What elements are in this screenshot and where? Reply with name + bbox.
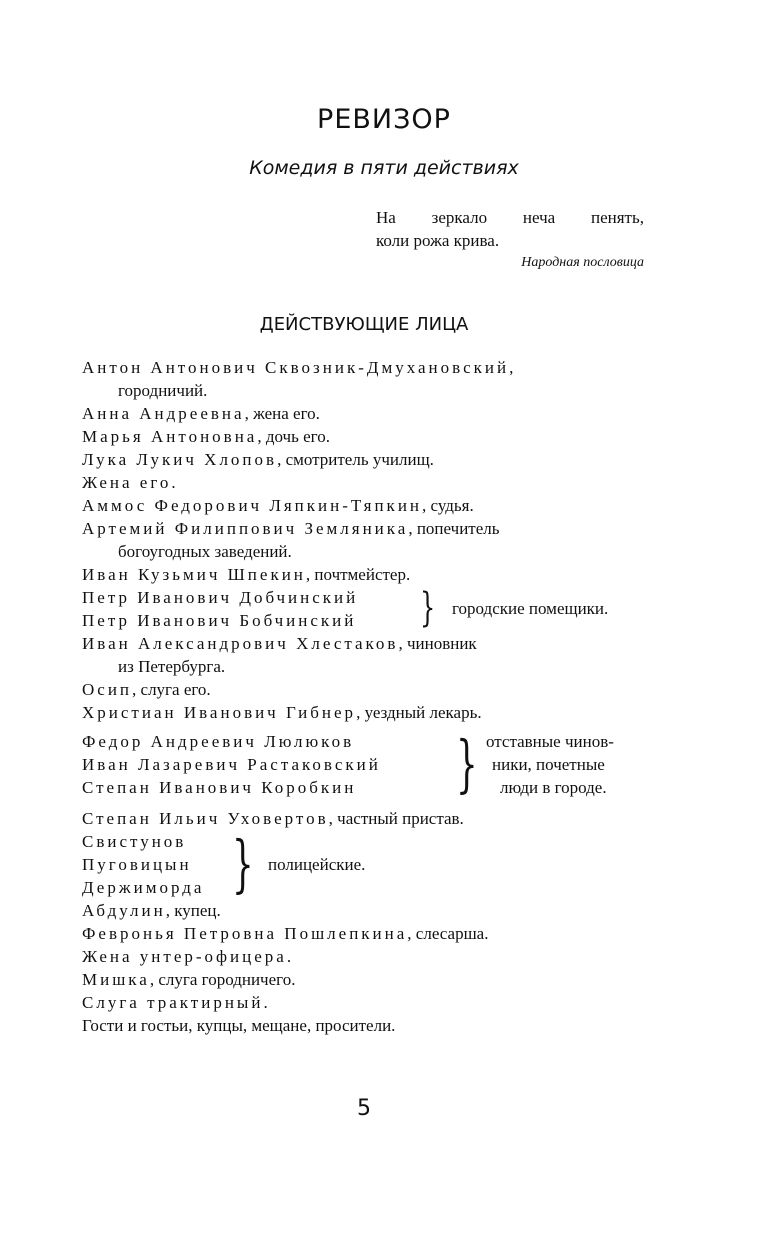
character-description: Гости и гостьи, купцы, мещане, просители. <box>82 1016 396 1035</box>
cast-group-retired-officials <box>82 727 652 800</box>
cast-entry <box>82 876 652 899</box>
character-description: , дочь его. <box>257 427 330 446</box>
group-description: полицейские. <box>268 855 366 874</box>
group-description-line: ники, почетные <box>492 755 605 774</box>
cast-entry <box>82 563 652 586</box>
play-title: РЕВИЗОР <box>317 104 451 135</box>
group-description: городские помещики. <box>452 599 609 618</box>
character-description: богоугодных заведений. <box>118 542 292 561</box>
page-number: 5 <box>357 1096 371 1121</box>
right-brace: } <box>456 727 478 800</box>
play-subtitle: Комедия в пяти действиях <box>249 157 519 179</box>
character-description: , жена его. <box>244 404 320 423</box>
character-name: Февронья Петровна Пошлепкина <box>82 924 408 943</box>
character-name: Иван Александрович Хлестаков <box>82 634 399 653</box>
character-description: из Петербурга. <box>118 657 226 676</box>
character-description: , уездный лекарь. <box>356 703 482 722</box>
cast-entry <box>82 945 652 968</box>
cast-entry-continuation <box>82 540 652 563</box>
character-name: Иван Кузьмич Шпекин <box>82 565 306 584</box>
character-name: Петр Иванович Добчинский <box>82 588 359 607</box>
cast-list <box>82 356 652 1037</box>
epigraph-source: Народная пословица <box>521 255 644 270</box>
character-description: , смотритель училищ. <box>277 450 434 469</box>
epigraph-line-1: На зеркало неча пенять, <box>376 208 644 227</box>
epigraph <box>376 206 644 274</box>
character-name: Свистунов <box>82 832 187 851</box>
group-description-line: люди в городе. <box>500 778 607 797</box>
character-name: Антон Антонович Сквозник-Дмухановский, <box>82 358 517 377</box>
character-name: Артемий Филиппович Земляника <box>82 519 409 538</box>
character-description: , попечитель <box>408 519 500 538</box>
character-name: Степан Ильич Уховертов <box>82 809 329 828</box>
character-description: , купец. <box>165 901 221 920</box>
character-description: , почтмейстер. <box>305 565 411 584</box>
character-name: Мишка <box>82 970 150 989</box>
character-name: Степан Иванович Коробкин <box>82 778 357 797</box>
cast-entry <box>82 701 652 724</box>
cast-entry <box>82 830 652 853</box>
character-description: , частный пристав. <box>328 809 464 828</box>
epigraph-line-2: коли рожа крива. <box>376 231 500 250</box>
character-name: Жена унтер-офицера. <box>82 947 295 966</box>
cast-entry <box>82 402 652 425</box>
cast-entry <box>82 471 652 494</box>
group-description-line: отставные чинов- <box>486 732 614 751</box>
character-name: Пуговицын <box>82 855 192 874</box>
character-name: Федор Андреевич Люлюков <box>82 732 355 751</box>
cast-entry <box>82 448 652 471</box>
character-name: Абдулин <box>82 901 166 920</box>
cast-entry <box>82 968 652 991</box>
right-brace: } <box>420 585 436 631</box>
right-brace: } <box>232 827 254 900</box>
character-name: Анна Андреевна <box>82 404 245 423</box>
cast-group-policemen <box>82 827 652 900</box>
cast-entry-continuation <box>82 379 652 402</box>
character-name: Аммос Федорович Ляпкин-Тяпкин <box>82 496 423 515</box>
character-description: , слуга его. <box>132 680 211 699</box>
cast-entry <box>82 991 652 1014</box>
cast-entry <box>82 678 652 701</box>
character-description: , чиновник <box>398 634 477 653</box>
character-name: Марья Антоновна <box>82 427 258 446</box>
cast-entry <box>82 494 652 517</box>
character-description: , судья. <box>422 496 474 515</box>
cast-group-landowners <box>82 586 652 632</box>
cast-entry <box>82 356 652 379</box>
cast-entry <box>82 632 652 655</box>
character-name: Петр Иванович Бобчинский <box>82 611 357 630</box>
character-name: Иван Лазаревич Растаковский <box>82 755 381 774</box>
cast-entry <box>82 517 652 540</box>
cast-entry <box>82 425 652 448</box>
character-description: , слесарша. <box>407 924 489 943</box>
cast-entry <box>82 807 652 830</box>
character-name: Жена его. <box>82 473 179 492</box>
character-name: Слуга трактирный. <box>82 993 271 1012</box>
character-name: Христиан Иванович Гибнер <box>82 703 357 722</box>
cast-heading: ДЕЙСТВУЮЩИЕ ЛИЦА <box>259 314 469 335</box>
character-name: Осип <box>82 680 133 699</box>
cast-entry-continuation <box>82 655 652 678</box>
character-name: Держиморда <box>82 878 205 897</box>
character-name: Лука Лукич Хлопов <box>82 450 278 469</box>
cast-entry <box>82 899 652 922</box>
character-description: , слуга городничего. <box>149 970 296 989</box>
cast-entry <box>82 922 652 945</box>
character-description: городничий. <box>118 381 208 400</box>
cast-entry <box>82 853 652 876</box>
cast-entry <box>82 1014 652 1037</box>
